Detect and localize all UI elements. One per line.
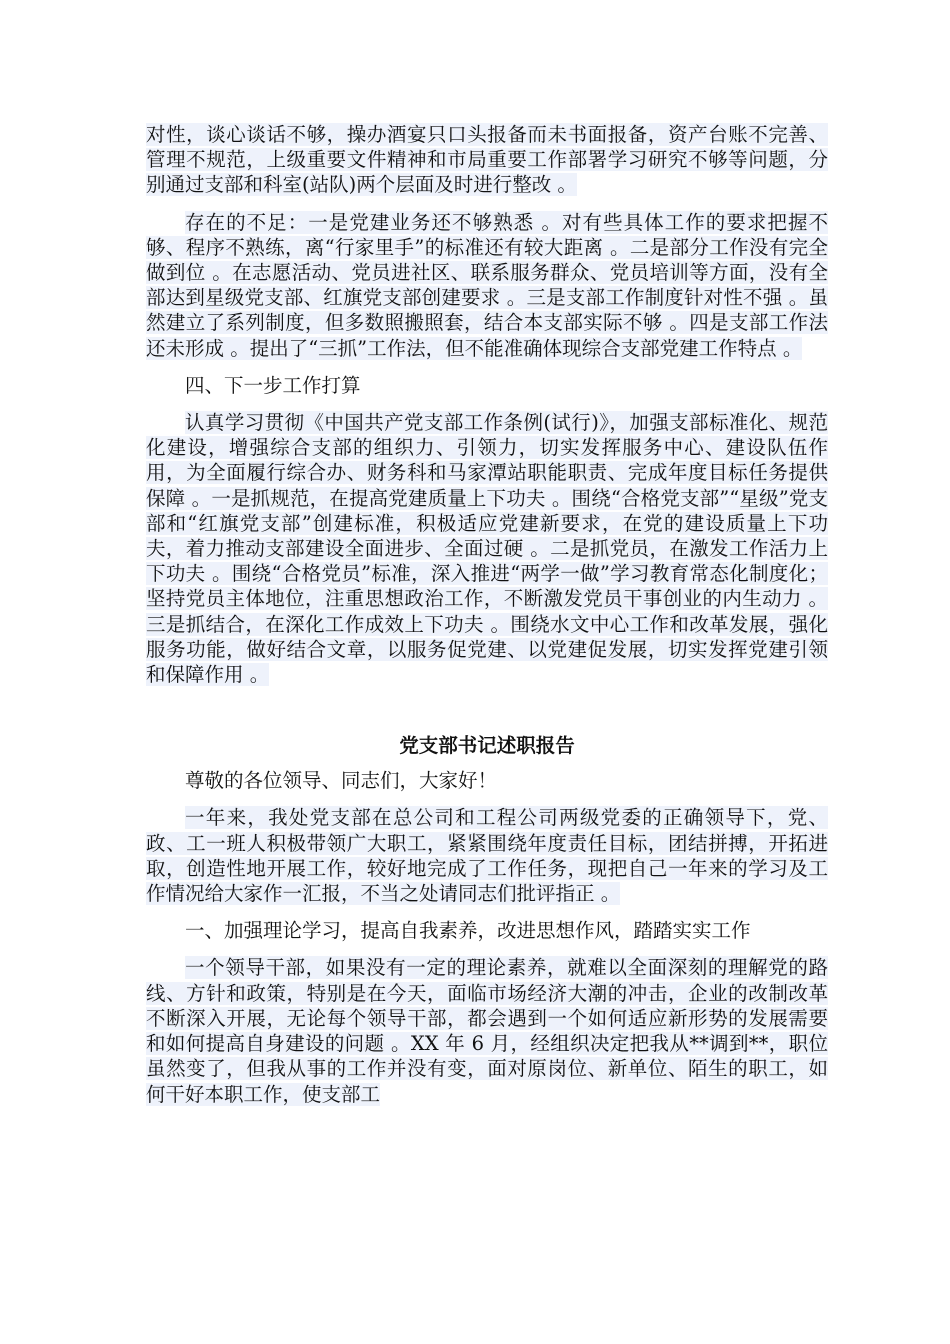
paragraph-text: 存在的不足：一是党建业务还不够熟悉 。对有些具体工作的要求把握不够、程序不熟练，离“行家里手”的标准还有较大距离 。二是部分工作没有完全做到位 。在志愿活动、党员进社区、联系服务群众、党员培训等方面，没有全部达到星级党支部、红旗党支部创建要求 。三是支部工作制度针对性不强 。虽然建立了系列制度，但多数照搬照套，结合本支部实际不够 。四是支部工作法还未形成 。提出了“三抓”工作法，但不能准确体现综合支部党建工作特点 。 <box>146 210 828 360</box>
paragraph-text: 对性，谈心谈话不够，操办酒宴只口头报备而未书面报备，资产台账不完善、管理不规范，上级重要文件精神和市局重要工作部署学习研究不够等问题，分别通过支部和科室(站队)两个层面及时进行整改 。 <box>146 123 828 197</box>
document-body <box>146 122 828 1119</box>
heading-text: 一、加强理论学习，提高自我素养，改进思想作风，踏踏实实工作 <box>185 919 751 943</box>
paragraph-plan <box>146 410 828 687</box>
paragraph-text: 认真学习贯彻《中国共产党支部工作条例(试行)》，加强支部标准化、规范化建设，增强综合支部的组织力、引领力，切实发挥服务中心、建设队伍作用，为全面履行综合办、财务科和马家潭站职能职责、完成年度目标任务提供保障 。一是抓规范，在提高党建质量上下功夫 。围绕“合格党支部”“星级”党支部和“红旗党支部”创建标准，积极适应党建新要求，在党的建设质量上下功夫，着力推动支部建设全面进步、全面过硬 。二是抓党员，在激发工作活力上下功夫 。围绕“合格党员”标准，深入推进“两学一做”学习教育常态化制度化；坚持党员主体地位，注重思想政治工作，不断激发党员干事创业的内生动力 。三是抓结合，在深化工作成效上下功夫 。围绕水文中心工作和改革发展，强化服务功能，做好结合文章，以服务促党建、以党建促发展，切实发挥党建引领和保障作用 。 <box>146 411 828 687</box>
paragraph-leader-cadre <box>146 955 828 1106</box>
section-heading-next-steps <box>146 373 828 398</box>
heading-text: 四、下一步工作打算 <box>185 373 361 397</box>
report-title: 党支部书记述职报告 <box>399 734 575 758</box>
paragraph-greeting <box>146 768 828 793</box>
paragraph-text: 一个领导干部，如果没有一定的理论素养，就难以全面深刻的理解党的路线、方针和政策，特别是在今天，面临市场经济大潮的冲击，企业的改制改革不断深入开展，无论每个领导干部，都会遇到一个如何适应新形势的发展需要和如何提高自身建设的问题 。XX 年 6 月，经组织决定把我从**调到**，职位虽然变了，但我从事的工作并没有变，面对原岗位、新单位、陌生的职工，如何干好本职工作，使支部工 <box>146 956 828 1106</box>
paragraph-text: 尊敬的各位领导、同志们，大家好！ <box>185 769 498 793</box>
paragraph-intro <box>146 805 828 906</box>
paragraph-shortcomings <box>146 210 828 361</box>
paragraph-text: 一年来，我处党支部在总公司和工程公司两级党委的正确领导下，党、政、工一班人积极带领广大职工，紧紧围绕年度责任目标，团结拼搏，开拓进取，创造性地开展工作，较好地完成了工作任务，现把自己一年来的学习及工作情况给大家作一汇报，不当之处请同志们批评指正 。 <box>146 806 828 906</box>
section-heading-theory-study <box>146 918 828 943</box>
paragraph-rectification <box>146 122 828 198</box>
